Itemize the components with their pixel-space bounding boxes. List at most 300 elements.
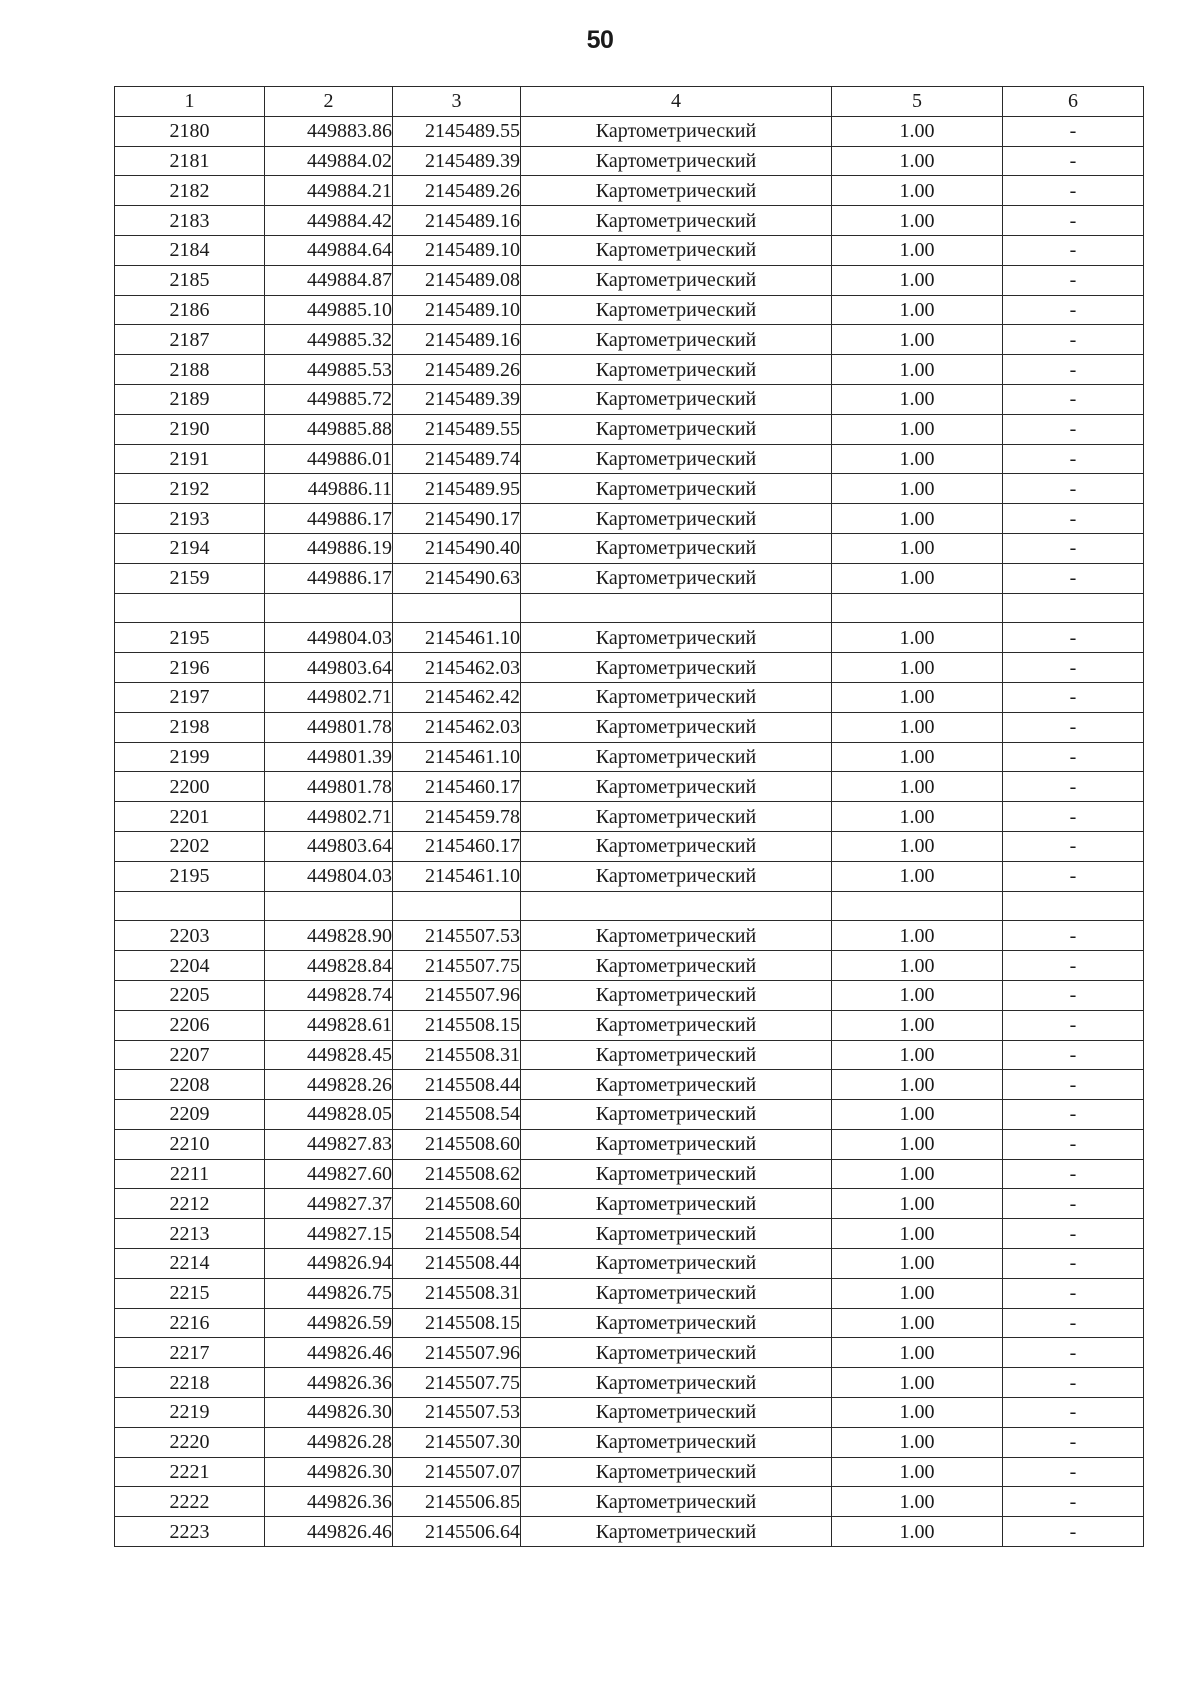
accuracy-cell: 1.00 xyxy=(832,1338,1003,1368)
y-coordinate-cell: 2145489.39 xyxy=(393,384,521,414)
point-number-cell: 2185 xyxy=(115,265,265,295)
method-cell xyxy=(521,593,832,623)
table-row xyxy=(115,653,1144,683)
note-cell: - xyxy=(1003,504,1144,534)
method-cell: Картометрический xyxy=(521,355,832,385)
table-body xyxy=(115,116,1144,1546)
note-cell: - xyxy=(1003,980,1144,1010)
point-number-cell xyxy=(115,593,265,623)
method-cell: Картометрический xyxy=(521,1368,832,1398)
method-cell: Картометрический xyxy=(521,1278,832,1308)
table-row xyxy=(115,1368,1144,1398)
accuracy-cell: 1.00 xyxy=(832,1010,1003,1040)
table-row xyxy=(115,414,1144,444)
accuracy-cell: 1.00 xyxy=(832,1278,1003,1308)
y-coordinate-cell: 2145506.64 xyxy=(393,1517,521,1547)
point-number-cell: 2189 xyxy=(115,384,265,414)
point-number-cell: 2190 xyxy=(115,414,265,444)
x-coordinate-cell: 449804.03 xyxy=(265,623,393,653)
x-coordinate-cell: 449828.74 xyxy=(265,980,393,1010)
note-cell: - xyxy=(1003,176,1144,206)
point-number-cell: 2181 xyxy=(115,146,265,176)
table-row xyxy=(115,1249,1144,1279)
x-coordinate-cell: 449826.28 xyxy=(265,1427,393,1457)
note-cell: - xyxy=(1003,1249,1144,1279)
method-cell: Картометрический xyxy=(521,1487,832,1517)
note-cell: - xyxy=(1003,563,1144,593)
method-cell: Картометрический xyxy=(521,1517,832,1547)
method-cell xyxy=(521,891,832,921)
y-coordinate-cell: 2145507.75 xyxy=(393,1368,521,1398)
note-cell: - xyxy=(1003,295,1144,325)
point-number-cell: 2197 xyxy=(115,682,265,712)
table-row xyxy=(115,474,1144,504)
y-coordinate-cell: 2145489.39 xyxy=(393,146,521,176)
accuracy-cell: 1.00 xyxy=(832,1040,1003,1070)
note-cell: - xyxy=(1003,1070,1144,1100)
point-number-cell: 2187 xyxy=(115,325,265,355)
point-number-cell: 2184 xyxy=(115,235,265,265)
method-cell: Картометрический xyxy=(521,325,832,355)
point-number-cell: 2196 xyxy=(115,653,265,683)
table-row xyxy=(115,176,1144,206)
x-coordinate-cell: 449803.64 xyxy=(265,831,393,861)
y-coordinate-cell xyxy=(393,593,521,623)
table-row xyxy=(115,1278,1144,1308)
x-coordinate-cell: 449801.39 xyxy=(265,742,393,772)
accuracy-cell: 1.00 xyxy=(832,563,1003,593)
x-coordinate-cell: 449886.01 xyxy=(265,444,393,474)
method-cell: Картометрический xyxy=(521,1219,832,1249)
note-cell: - xyxy=(1003,742,1144,772)
y-coordinate-cell: 2145489.95 xyxy=(393,474,521,504)
method-cell: Картометрический xyxy=(521,1249,832,1279)
column-header: 6 xyxy=(1003,87,1144,117)
accuracy-cell: 1.00 xyxy=(832,504,1003,534)
table-row xyxy=(115,951,1144,981)
accuracy-cell: 1.00 xyxy=(832,1517,1003,1547)
x-coordinate-cell: 449826.46 xyxy=(265,1338,393,1368)
x-coordinate-cell: 449828.90 xyxy=(265,921,393,951)
note-cell: - xyxy=(1003,653,1144,683)
note-cell: - xyxy=(1003,235,1144,265)
x-coordinate-cell: 449885.10 xyxy=(265,295,393,325)
x-coordinate-cell: 449827.60 xyxy=(265,1159,393,1189)
accuracy-cell: 1.00 xyxy=(832,206,1003,236)
accuracy-cell: 1.00 xyxy=(832,742,1003,772)
table-row xyxy=(115,861,1144,891)
method-cell: Картометрический xyxy=(521,533,832,563)
x-coordinate-cell: 449883.86 xyxy=(265,116,393,146)
point-number-cell: 2183 xyxy=(115,206,265,236)
y-coordinate-cell: 2145507.30 xyxy=(393,1427,521,1457)
note-cell: - xyxy=(1003,1159,1144,1189)
method-cell: Картометрический xyxy=(521,1308,832,1338)
note-cell xyxy=(1003,593,1144,623)
table-row xyxy=(115,1159,1144,1189)
point-number-cell: 2186 xyxy=(115,295,265,325)
method-cell: Картометрический xyxy=(521,1159,832,1189)
method-cell: Картометрический xyxy=(521,1457,832,1487)
accuracy-cell: 1.00 xyxy=(832,712,1003,742)
method-cell: Картометрический xyxy=(521,116,832,146)
y-coordinate-cell: 2145508.44 xyxy=(393,1249,521,1279)
point-number-cell: 2215 xyxy=(115,1278,265,1308)
method-cell: Картометрический xyxy=(521,235,832,265)
method-cell: Картометрический xyxy=(521,414,832,444)
accuracy-cell: 1.00 xyxy=(832,980,1003,1010)
table-row xyxy=(115,831,1144,861)
point-number-cell: 2180 xyxy=(115,116,265,146)
note-cell: - xyxy=(1003,1368,1144,1398)
point-number-cell: 2200 xyxy=(115,772,265,802)
method-cell: Картометрический xyxy=(521,1129,832,1159)
accuracy-cell: 1.00 xyxy=(832,1070,1003,1100)
x-coordinate-cell: 449884.02 xyxy=(265,146,393,176)
note-cell: - xyxy=(1003,206,1144,236)
point-number-cell: 2209 xyxy=(115,1100,265,1130)
y-coordinate-cell: 2145508.15 xyxy=(393,1308,521,1338)
method-cell: Картометрический xyxy=(521,951,832,981)
column-header: 4 xyxy=(521,87,832,117)
x-coordinate-cell: 449828.05 xyxy=(265,1100,393,1130)
method-cell: Картометрический xyxy=(521,921,832,951)
accuracy-cell: 1.00 xyxy=(832,444,1003,474)
x-coordinate-cell: 449802.71 xyxy=(265,682,393,712)
accuracy-cell: 1.00 xyxy=(832,623,1003,653)
column-header: 5 xyxy=(832,87,1003,117)
method-cell: Картометрический xyxy=(521,1010,832,1040)
note-cell: - xyxy=(1003,831,1144,861)
x-coordinate-cell: 449826.30 xyxy=(265,1398,393,1428)
x-coordinate-cell: 449828.84 xyxy=(265,951,393,981)
table-row xyxy=(115,1487,1144,1517)
point-number-cell: 2201 xyxy=(115,802,265,832)
note-cell: - xyxy=(1003,1338,1144,1368)
note-cell: - xyxy=(1003,951,1144,981)
method-cell: Картометрический xyxy=(521,265,832,295)
method-cell: Картометрический xyxy=(521,176,832,206)
y-coordinate-cell: 2145489.08 xyxy=(393,265,521,295)
x-coordinate-cell: 449826.46 xyxy=(265,1517,393,1547)
x-coordinate-cell: 449828.45 xyxy=(265,1040,393,1070)
x-coordinate-cell: 449884.87 xyxy=(265,265,393,295)
x-coordinate-cell: 449827.83 xyxy=(265,1129,393,1159)
accuracy-cell: 1.00 xyxy=(832,921,1003,951)
method-cell: Картометрический xyxy=(521,742,832,772)
y-coordinate-cell: 2145490.63 xyxy=(393,563,521,593)
note-cell: - xyxy=(1003,1398,1144,1428)
table-row xyxy=(115,1189,1144,1219)
point-number-cell: 2195 xyxy=(115,861,265,891)
y-coordinate-cell: 2145489.16 xyxy=(393,325,521,355)
y-coordinate-cell: 2145508.31 xyxy=(393,1040,521,1070)
y-coordinate-cell: 2145507.96 xyxy=(393,980,521,1010)
accuracy-cell: 1.00 xyxy=(832,1427,1003,1457)
x-coordinate-cell: 449826.59 xyxy=(265,1308,393,1338)
x-coordinate-cell: 449884.21 xyxy=(265,176,393,206)
note-cell: - xyxy=(1003,682,1144,712)
method-cell: Картометрический xyxy=(521,474,832,504)
x-coordinate-cell xyxy=(265,593,393,623)
point-number-cell: 2218 xyxy=(115,1368,265,1398)
table-row xyxy=(115,504,1144,534)
accuracy-cell: 1.00 xyxy=(832,116,1003,146)
note-cell: - xyxy=(1003,325,1144,355)
note-cell: - xyxy=(1003,444,1144,474)
note-cell: - xyxy=(1003,861,1144,891)
note-cell: - xyxy=(1003,921,1144,951)
note-cell: - xyxy=(1003,384,1144,414)
note-cell: - xyxy=(1003,533,1144,563)
note-cell: - xyxy=(1003,1517,1144,1547)
table-row xyxy=(115,802,1144,832)
column-header: 2 xyxy=(265,87,393,117)
point-number-cell: 2214 xyxy=(115,1249,265,1279)
table-row xyxy=(115,355,1144,385)
note-cell: - xyxy=(1003,355,1144,385)
point-number-cell: 2198 xyxy=(115,712,265,742)
method-cell: Картометрический xyxy=(521,146,832,176)
accuracy-cell: 1.00 xyxy=(832,414,1003,444)
y-coordinate-cell: 2145508.62 xyxy=(393,1159,521,1189)
method-cell: Картометрический xyxy=(521,1338,832,1368)
method-cell: Картометрический xyxy=(521,504,832,534)
point-number-cell: 2207 xyxy=(115,1040,265,1070)
accuracy-cell: 1.00 xyxy=(832,1308,1003,1338)
accuracy-cell: 1.00 xyxy=(832,146,1003,176)
accuracy-cell: 1.00 xyxy=(832,1398,1003,1428)
accuracy-cell: 1.00 xyxy=(832,1457,1003,1487)
note-cell: - xyxy=(1003,802,1144,832)
y-coordinate-cell: 2145490.17 xyxy=(393,504,521,534)
table-row xyxy=(115,742,1144,772)
x-coordinate-cell: 449826.30 xyxy=(265,1457,393,1487)
method-cell: Картометрический xyxy=(521,802,832,832)
accuracy-cell: 1.00 xyxy=(832,1249,1003,1279)
point-number-cell: 2195 xyxy=(115,623,265,653)
method-cell: Картометрический xyxy=(521,563,832,593)
accuracy-cell: 1.00 xyxy=(832,831,1003,861)
table-gap-row xyxy=(115,891,1144,921)
table-row xyxy=(115,712,1144,742)
table-row xyxy=(115,980,1144,1010)
x-coordinate-cell: 449886.19 xyxy=(265,533,393,563)
note-cell: - xyxy=(1003,1487,1144,1517)
point-number-cell: 2202 xyxy=(115,831,265,861)
method-cell: Картометрический xyxy=(521,1189,832,1219)
note-cell: - xyxy=(1003,1100,1144,1130)
point-number-cell: 2193 xyxy=(115,504,265,534)
x-coordinate-cell: 449826.94 xyxy=(265,1249,393,1279)
y-coordinate-cell: 2145461.10 xyxy=(393,861,521,891)
y-coordinate-cell: 2145489.16 xyxy=(393,206,521,236)
x-coordinate-cell: 449886.11 xyxy=(265,474,393,504)
point-number-cell: 2208 xyxy=(115,1070,265,1100)
point-number-cell: 2204 xyxy=(115,951,265,981)
y-coordinate-cell: 2145508.44 xyxy=(393,1070,521,1100)
x-coordinate-cell: 449885.32 xyxy=(265,325,393,355)
table-row xyxy=(115,265,1144,295)
table-row xyxy=(115,921,1144,951)
accuracy-cell: 1.00 xyxy=(832,1368,1003,1398)
point-number-cell: 2191 xyxy=(115,444,265,474)
accuracy-cell: 1.00 xyxy=(832,1159,1003,1189)
table-row xyxy=(115,146,1144,176)
point-number-cell: 2188 xyxy=(115,355,265,385)
x-coordinate-cell: 449802.71 xyxy=(265,802,393,832)
accuracy-cell xyxy=(832,593,1003,623)
y-coordinate-cell: 2145507.53 xyxy=(393,921,521,951)
x-coordinate-cell: 449885.88 xyxy=(265,414,393,444)
accuracy-cell: 1.00 xyxy=(832,1219,1003,1249)
y-coordinate-cell: 2145489.10 xyxy=(393,235,521,265)
table-row xyxy=(115,623,1144,653)
method-cell: Картометрический xyxy=(521,712,832,742)
accuracy-cell: 1.00 xyxy=(832,772,1003,802)
table-row xyxy=(115,235,1144,265)
table-row xyxy=(115,533,1144,563)
note-cell: - xyxy=(1003,1219,1144,1249)
note-cell: - xyxy=(1003,146,1144,176)
table-row xyxy=(115,1457,1144,1487)
y-coordinate-cell: 2145507.96 xyxy=(393,1338,521,1368)
x-coordinate-cell: 449826.75 xyxy=(265,1278,393,1308)
note-cell: - xyxy=(1003,1308,1144,1338)
method-cell: Картометрический xyxy=(521,623,832,653)
method-cell: Картометрический xyxy=(521,206,832,236)
note-cell: - xyxy=(1003,1427,1144,1457)
note-cell: - xyxy=(1003,1278,1144,1308)
point-number-cell: 2199 xyxy=(115,742,265,772)
note-cell: - xyxy=(1003,1129,1144,1159)
point-number-cell: 2223 xyxy=(115,1517,265,1547)
note-cell: - xyxy=(1003,116,1144,146)
point-number-cell: 2212 xyxy=(115,1189,265,1219)
x-coordinate-cell: 449803.64 xyxy=(265,653,393,683)
table-row xyxy=(115,772,1144,802)
y-coordinate-cell: 2145507.53 xyxy=(393,1398,521,1428)
accuracy-cell: 1.00 xyxy=(832,235,1003,265)
accuracy-cell: 1.00 xyxy=(832,325,1003,355)
method-cell: Картометрический xyxy=(521,295,832,325)
table-row xyxy=(115,1427,1144,1457)
x-coordinate-cell: 449885.53 xyxy=(265,355,393,385)
method-cell: Картометрический xyxy=(521,444,832,474)
table-row xyxy=(115,563,1144,593)
y-coordinate-cell: 2145461.10 xyxy=(393,623,521,653)
y-coordinate-cell: 2145460.17 xyxy=(393,831,521,861)
note-cell: - xyxy=(1003,474,1144,504)
accuracy-cell: 1.00 xyxy=(832,355,1003,385)
x-coordinate-cell: 449886.17 xyxy=(265,563,393,593)
point-number-cell: 2205 xyxy=(115,980,265,1010)
point-number-cell: 2211 xyxy=(115,1159,265,1189)
accuracy-cell: 1.00 xyxy=(832,1100,1003,1130)
y-coordinate-cell: 2145461.10 xyxy=(393,742,521,772)
note-cell: - xyxy=(1003,1457,1144,1487)
y-coordinate-cell: 2145506.85 xyxy=(393,1487,521,1517)
x-coordinate-cell: 449884.64 xyxy=(265,235,393,265)
table-row xyxy=(115,1129,1144,1159)
point-number-cell: 2217 xyxy=(115,1338,265,1368)
y-coordinate-cell: 2145508.15 xyxy=(393,1010,521,1040)
x-coordinate-cell: 449827.37 xyxy=(265,1189,393,1219)
point-number-cell: 2210 xyxy=(115,1129,265,1159)
column-header: 3 xyxy=(393,87,521,117)
accuracy-cell: 1.00 xyxy=(832,1487,1003,1517)
y-coordinate-cell: 2145489.55 xyxy=(393,116,521,146)
x-coordinate-cell: 449801.78 xyxy=(265,712,393,742)
accuracy-cell: 1.00 xyxy=(832,176,1003,206)
table-row xyxy=(115,1338,1144,1368)
accuracy-cell: 1.00 xyxy=(832,951,1003,981)
table-row xyxy=(115,1517,1144,1547)
point-number-cell: 2203 xyxy=(115,921,265,951)
x-coordinate-cell: 449828.61 xyxy=(265,1010,393,1040)
table-row xyxy=(115,1398,1144,1428)
point-number-cell: 2220 xyxy=(115,1427,265,1457)
note-cell: - xyxy=(1003,712,1144,742)
point-number-cell: 2206 xyxy=(115,1010,265,1040)
column-header: 1 xyxy=(115,87,265,117)
y-coordinate-cell: 2145507.75 xyxy=(393,951,521,981)
point-number-cell: 2192 xyxy=(115,474,265,504)
y-coordinate-cell: 2145489.74 xyxy=(393,444,521,474)
method-cell: Картометрический xyxy=(521,384,832,414)
y-coordinate-cell: 2145507.07 xyxy=(393,1457,521,1487)
method-cell: Картометрический xyxy=(521,653,832,683)
accuracy-cell: 1.00 xyxy=(832,1189,1003,1219)
method-cell: Картометрический xyxy=(521,1040,832,1070)
point-number-cell: 2221 xyxy=(115,1457,265,1487)
point-number-cell: 2222 xyxy=(115,1487,265,1517)
method-cell: Картометрический xyxy=(521,1100,832,1130)
note-cell: - xyxy=(1003,623,1144,653)
note-cell: - xyxy=(1003,265,1144,295)
point-number-cell xyxy=(115,891,265,921)
method-cell: Картометрический xyxy=(521,1427,832,1457)
table-row xyxy=(115,1010,1144,1040)
y-coordinate-cell: 2145490.40 xyxy=(393,533,521,563)
note-cell: - xyxy=(1003,772,1144,802)
accuracy-cell: 1.00 xyxy=(832,384,1003,414)
method-cell: Картометрический xyxy=(521,1398,832,1428)
accuracy-cell: 1.00 xyxy=(832,295,1003,325)
note-cell xyxy=(1003,891,1144,921)
note-cell: - xyxy=(1003,1010,1144,1040)
y-coordinate-cell: 2145462.42 xyxy=(393,682,521,712)
point-number-cell: 2213 xyxy=(115,1219,265,1249)
y-coordinate-cell: 2145489.10 xyxy=(393,295,521,325)
y-coordinate-cell: 2145460.17 xyxy=(393,772,521,802)
y-coordinate-cell: 2145508.31 xyxy=(393,1278,521,1308)
y-coordinate-cell: 2145508.60 xyxy=(393,1129,521,1159)
table-row xyxy=(115,295,1144,325)
table-row xyxy=(115,206,1144,236)
y-coordinate-cell: 2145508.54 xyxy=(393,1219,521,1249)
x-coordinate-cell: 449884.42 xyxy=(265,206,393,236)
accuracy-cell: 1.00 xyxy=(832,1129,1003,1159)
accuracy-cell: 1.00 xyxy=(832,533,1003,563)
page-number: 50 xyxy=(586,26,614,54)
y-coordinate-cell xyxy=(393,891,521,921)
point-number-cell: 2219 xyxy=(115,1398,265,1428)
x-coordinate-cell: 449827.15 xyxy=(265,1219,393,1249)
table-gap-row xyxy=(115,593,1144,623)
point-number-cell: 2182 xyxy=(115,176,265,206)
y-coordinate-cell: 2145462.03 xyxy=(393,712,521,742)
